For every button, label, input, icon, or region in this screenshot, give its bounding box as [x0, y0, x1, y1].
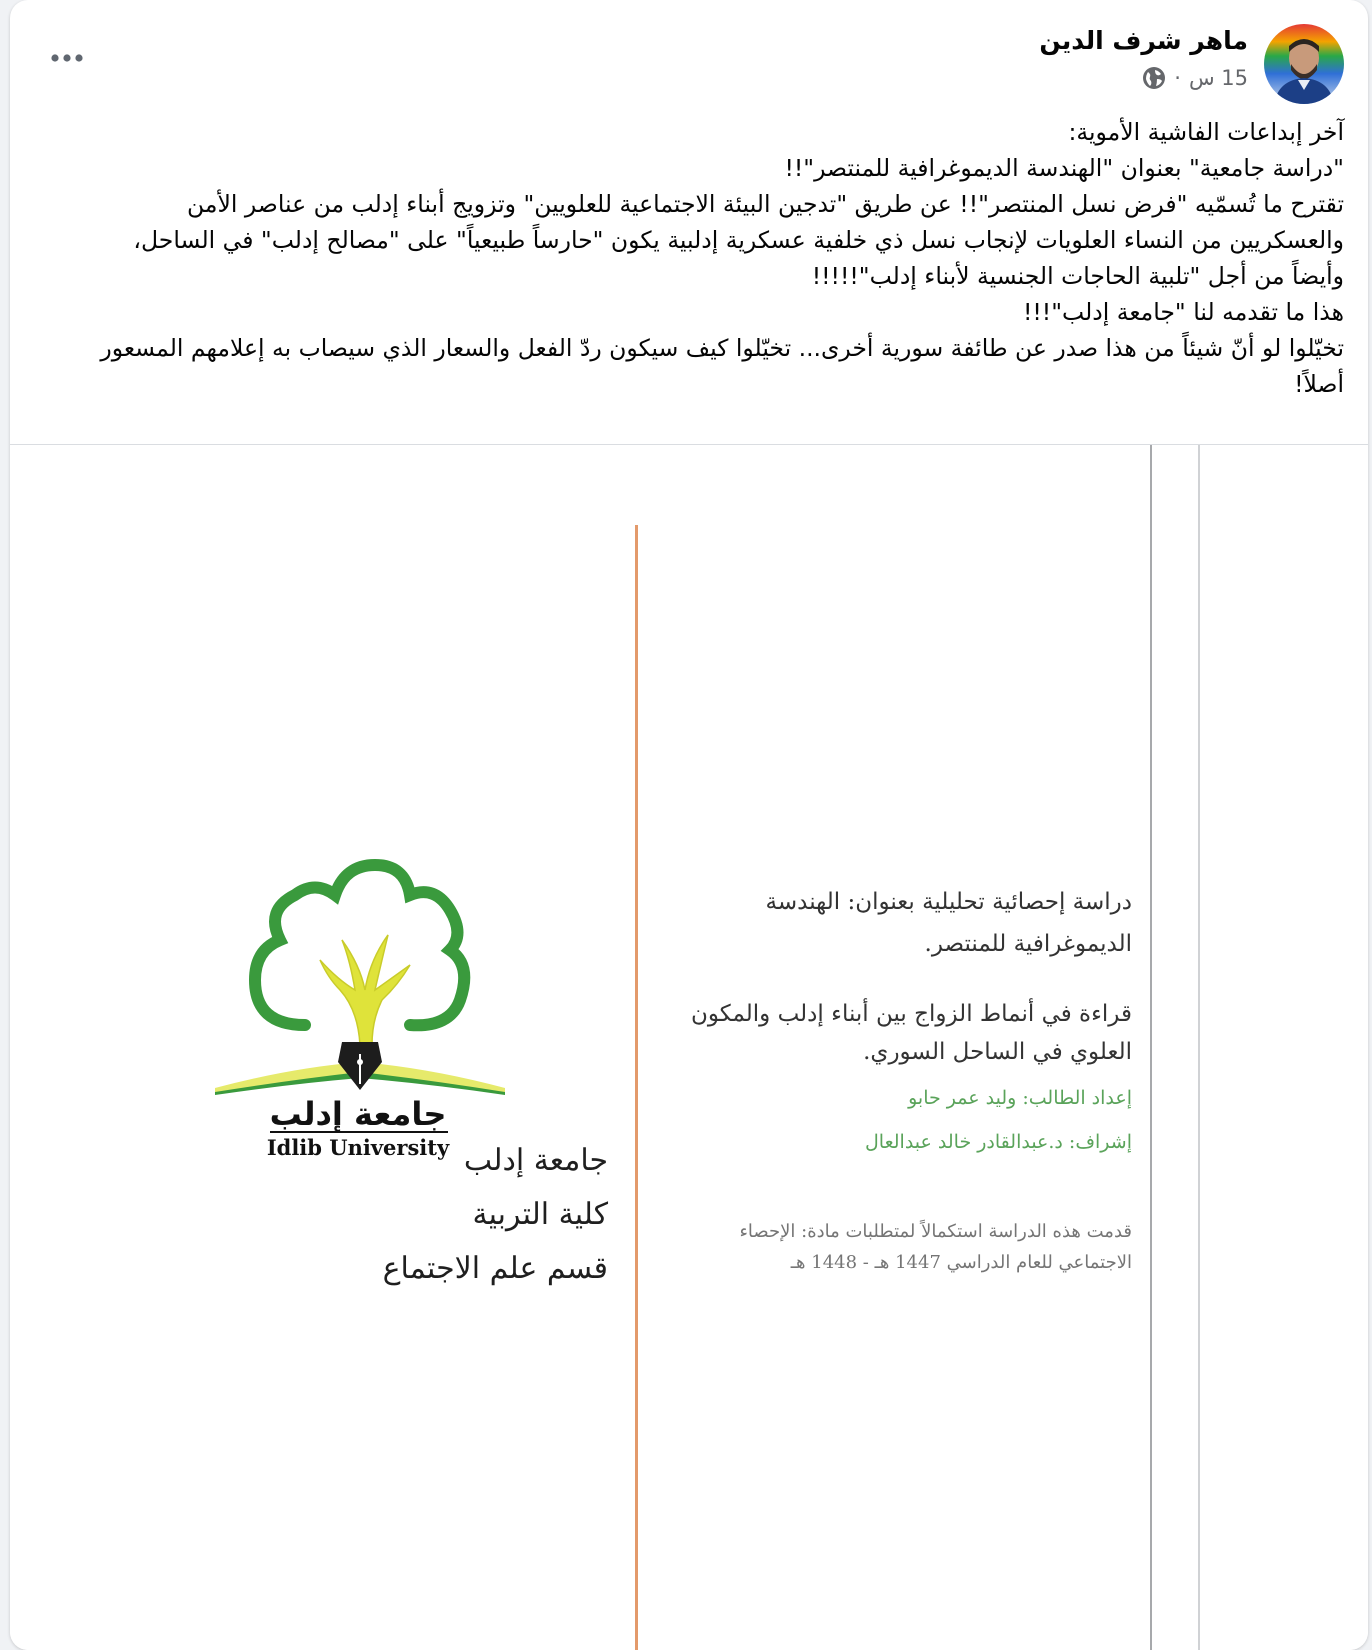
author-name[interactable]: ماهر شرف الدين [1039, 26, 1248, 55]
study-title-line2: الديموغرافية للمنتصر. [924, 931, 1132, 957]
idlib-university-logo [210, 840, 520, 1160]
logo-english-text: Idlib University [266, 1135, 450, 1160]
globe-icon[interactable] [1142, 66, 1166, 90]
more-options-icon [50, 44, 88, 72]
study-title-line1: دراسة إحصائية تحليلية بعنوان: الهندسة [765, 889, 1132, 915]
logo-arabic-text: جامعة إدلب [269, 1095, 447, 1133]
subtitle-line1: قراءة في أنماط الزواج بين أبناء إدلب والمكون [691, 1001, 1132, 1027]
post-meta [1142, 66, 1248, 90]
department-name: قسم علم الاجتماع [382, 1251, 608, 1286]
more-options-button[interactable] [50, 44, 88, 72]
submission-note-line1: قدمت هذه الدراسة استكمالاً لمتطلبات مادة: الإحصاء [739, 1221, 1132, 1242]
page-edge-line [1198, 445, 1200, 1650]
post-text [84, 114, 1344, 402]
orange-rule [635, 525, 638, 1650]
post-text-line: آخر إبداعات الفاشية الأموية: [1068, 118, 1344, 146]
post-card [10, 0, 1368, 1650]
post-text-line: هذا ما تقدمه لنا "جامعة إدلب"!!! [1022, 298, 1344, 326]
post-time[interactable]: 15 س [1188, 66, 1248, 90]
faculty-name: كلية التربية [472, 1197, 608, 1232]
post-text-line: تقترح ما تُسمّيه "فرض نسل المنتصر"!! عن طريق "تدجين البيئة الاجتماعية للعلويين" وتزويج أبناء إدلب من عناصر الأمن والعسكريين من النساء العلويات لإنجاب نسل ذي خلفية عسكرية إدلبية يكون "حارساً طبيعياً" على "مصالح إدلب" في الساحل، وأيضاً من أجل "تلبية الحاجات الجنسية لأبناء إدلب"!!!!! [133, 190, 1344, 290]
avatar-photo [1264, 24, 1344, 104]
post-text-line: "دراسة جامعية" بعنوان "الهندسة الديموغرافية للمنتصر"!! [784, 154, 1344, 182]
submission-note-line2: الاجتماعي للعام الدراسي 1447 هـ - 1448 هـ [790, 1252, 1132, 1273]
post-image-document[interactable] [10, 445, 1368, 1650]
prepared-by: إعداد الطالب: وليد عمر حابو [908, 1087, 1132, 1109]
author-avatar[interactable] [1264, 24, 1344, 104]
post-text-line: تخيّلوا لو أنّ شيئاً من هذا صدر عن طائفة سورية أخرى... تخيّلوا كيف سيكون ردّ الفعل والسعار الذي سيصاب به إعلامهم المسعور أصلاً! [100, 334, 1344, 398]
page-edge-line [1150, 445, 1152, 1650]
university-name: جامعة إدلب [463, 1143, 608, 1178]
meta-separator: · [1174, 66, 1181, 90]
subtitle-line2: العلوي في الساحل السوري. [863, 1039, 1132, 1065]
supervised-by: إشراف: د.عبدالقادر خالد عبدالعال [865, 1131, 1132, 1153]
